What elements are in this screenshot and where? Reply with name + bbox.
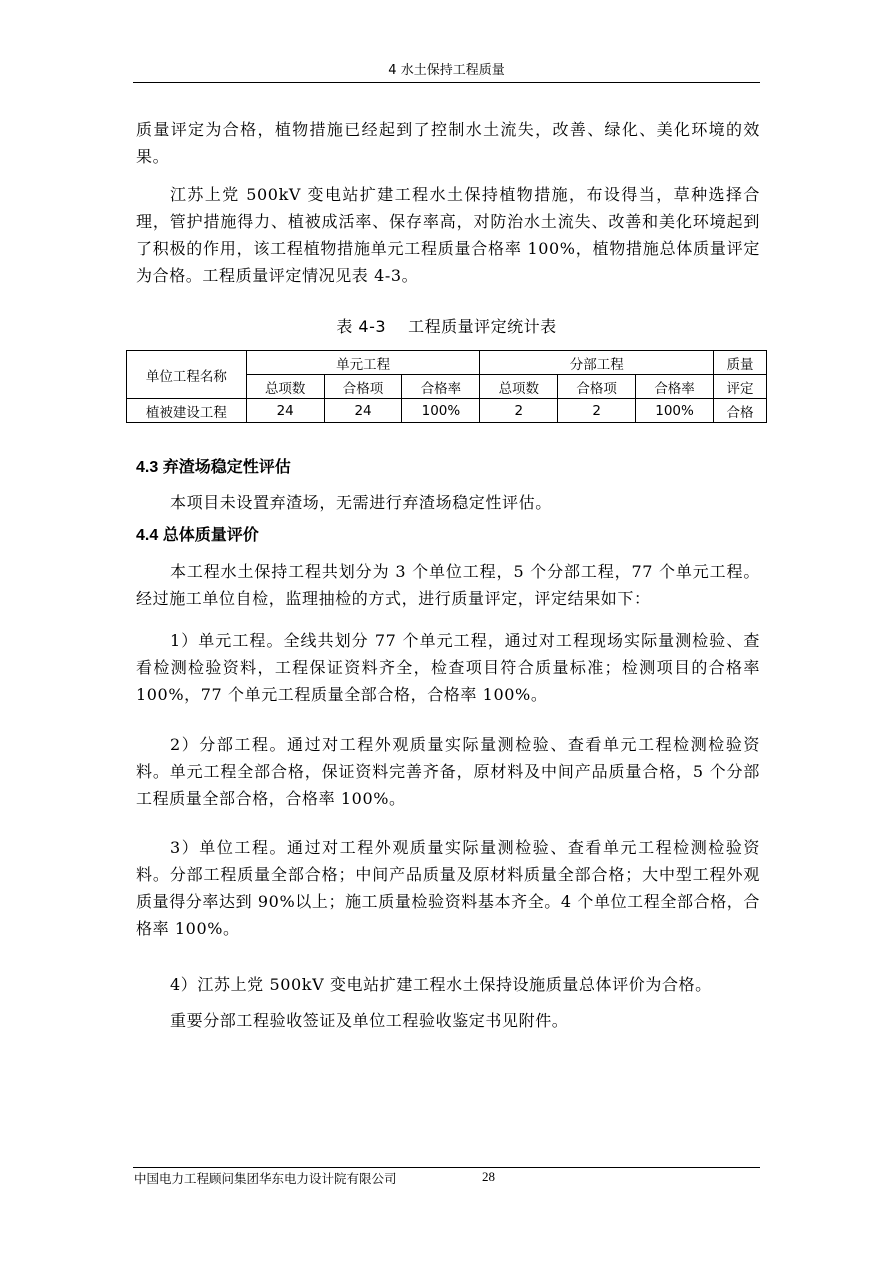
- table-cell: 24: [324, 399, 402, 423]
- section-4-4-paragraph-6: 重要分部工程验收签证及单位工程验收鉴定书见附件。: [170, 1011, 569, 1030]
- table-cell: 2: [558, 399, 636, 423]
- section-4-4-paragraph-3: 2）分部工程。通过对工程外观质量实际量测检验、查看单元工程检测检验资料。单元工程全部合格，保证资料完善齐备，原材料及中间产品质量合格，5 个分部工程质量全部合格，合格率 100%。: [136, 735, 760, 808]
- table-title: 表 4-3 工程质量评定统计表: [336, 317, 557, 336]
- section-number: 4.3: [136, 459, 159, 476]
- header-qualified-items: 合格项: [324, 375, 402, 399]
- table-cell-result: 合格: [714, 399, 767, 423]
- table-cell: 100%: [402, 399, 480, 423]
- header-unit-project-name: 单位工程名称: [127, 351, 247, 399]
- footer-rule: [133, 1167, 760, 1168]
- header-quality-1: 质量: [714, 351, 767, 375]
- header-sub-works: 分部工程: [480, 351, 714, 375]
- header-pass-rate: 合格率: [402, 375, 480, 399]
- section-4-3-paragraph: 本项目未设置弃渣场，无需进行弃渣场稳定性评估。: [170, 493, 552, 512]
- header-total-items: 总项数: [246, 375, 324, 399]
- section-heading-4-4: [136, 524, 259, 548]
- section-title: 总体质量评价: [162, 527, 259, 544]
- table-row: [127, 399, 767, 423]
- quality-evaluation-table: [126, 350, 767, 423]
- table-cell: 24: [246, 399, 324, 423]
- section-number: 4.4: [136, 527, 159, 544]
- table-cell: 2: [480, 399, 558, 423]
- intro-paragraph-1: 质量评定为合格，植物措施已经起到了控制水土流失，改善、绿化、美化环境的效果。: [136, 120, 760, 166]
- page-header-title: 4 水土保持工程质量: [388, 63, 505, 78]
- section-4-4-paragraph-2: 1）单元工程。全线共划分 77 个单元工程，通过对工程现场实际量测检验、查看检测检验资料，工程保证资料齐全，检查项目符合质量标准；检测项目的合格率 100%，77 个单元工程质量全部合格，合格率 100%。: [136, 631, 760, 704]
- header-unit-works: 单元工程: [246, 351, 480, 375]
- table-cell: 100%: [636, 399, 714, 423]
- section-4-4-paragraph-4: 3）单位工程。通过对工程外观质量实际量测检验、查看单元工程检测检验资料。分部工程质量全部合格；中间产品质量及原材料质量全部合格；大中型工程外观质量得分率达到 90%以上；施工质量检验资料基本齐全。4 个单位工程全部合格，合格率 100%。: [136, 838, 760, 938]
- table-cell-name: 植被建设工程: [127, 399, 247, 423]
- header-pass-rate: 合格率: [636, 375, 714, 399]
- footer-organization: 中国电力工程顾问集团华东电力设计院有限公司: [134, 1171, 397, 1186]
- intro-paragraph-2: 江苏上党 500kV 变电站扩建工程水土保持植物措施，布设得当，草种选择合理，管护措施得力、植被成活率、保存率高，对防治水土流失、改善和美化环境起到了积极的作用，该工程植物措施单元工程质量合格率 100%，植物措施总体质量评定为合格。工程质量评定情况见表 4-3。: [136, 185, 760, 285]
- table-header-row-1: [127, 351, 767, 375]
- section-title: 弃渣场稳定性评估: [162, 459, 291, 476]
- header-quality-2: 评定: [714, 375, 767, 399]
- section-heading-4-3: [136, 456, 291, 480]
- section-4-4-paragraph-1: 本工程水土保持工程共划分为 3 个单位工程，5 个分部工程，77 个单元工程。经过施工单位自检，监理抽检的方式，进行质量评定，评定结果如下：: [136, 562, 760, 608]
- header-total-items: 总项数: [480, 375, 558, 399]
- header-rule: [133, 82, 760, 83]
- section-4-4-paragraph-5: 4）江苏上党 500kV 变电站扩建工程水土保持设施质量总体评价为合格。: [170, 975, 712, 994]
- page-number: 28: [482, 1169, 495, 1184]
- header-qualified-items: 合格项: [558, 375, 636, 399]
